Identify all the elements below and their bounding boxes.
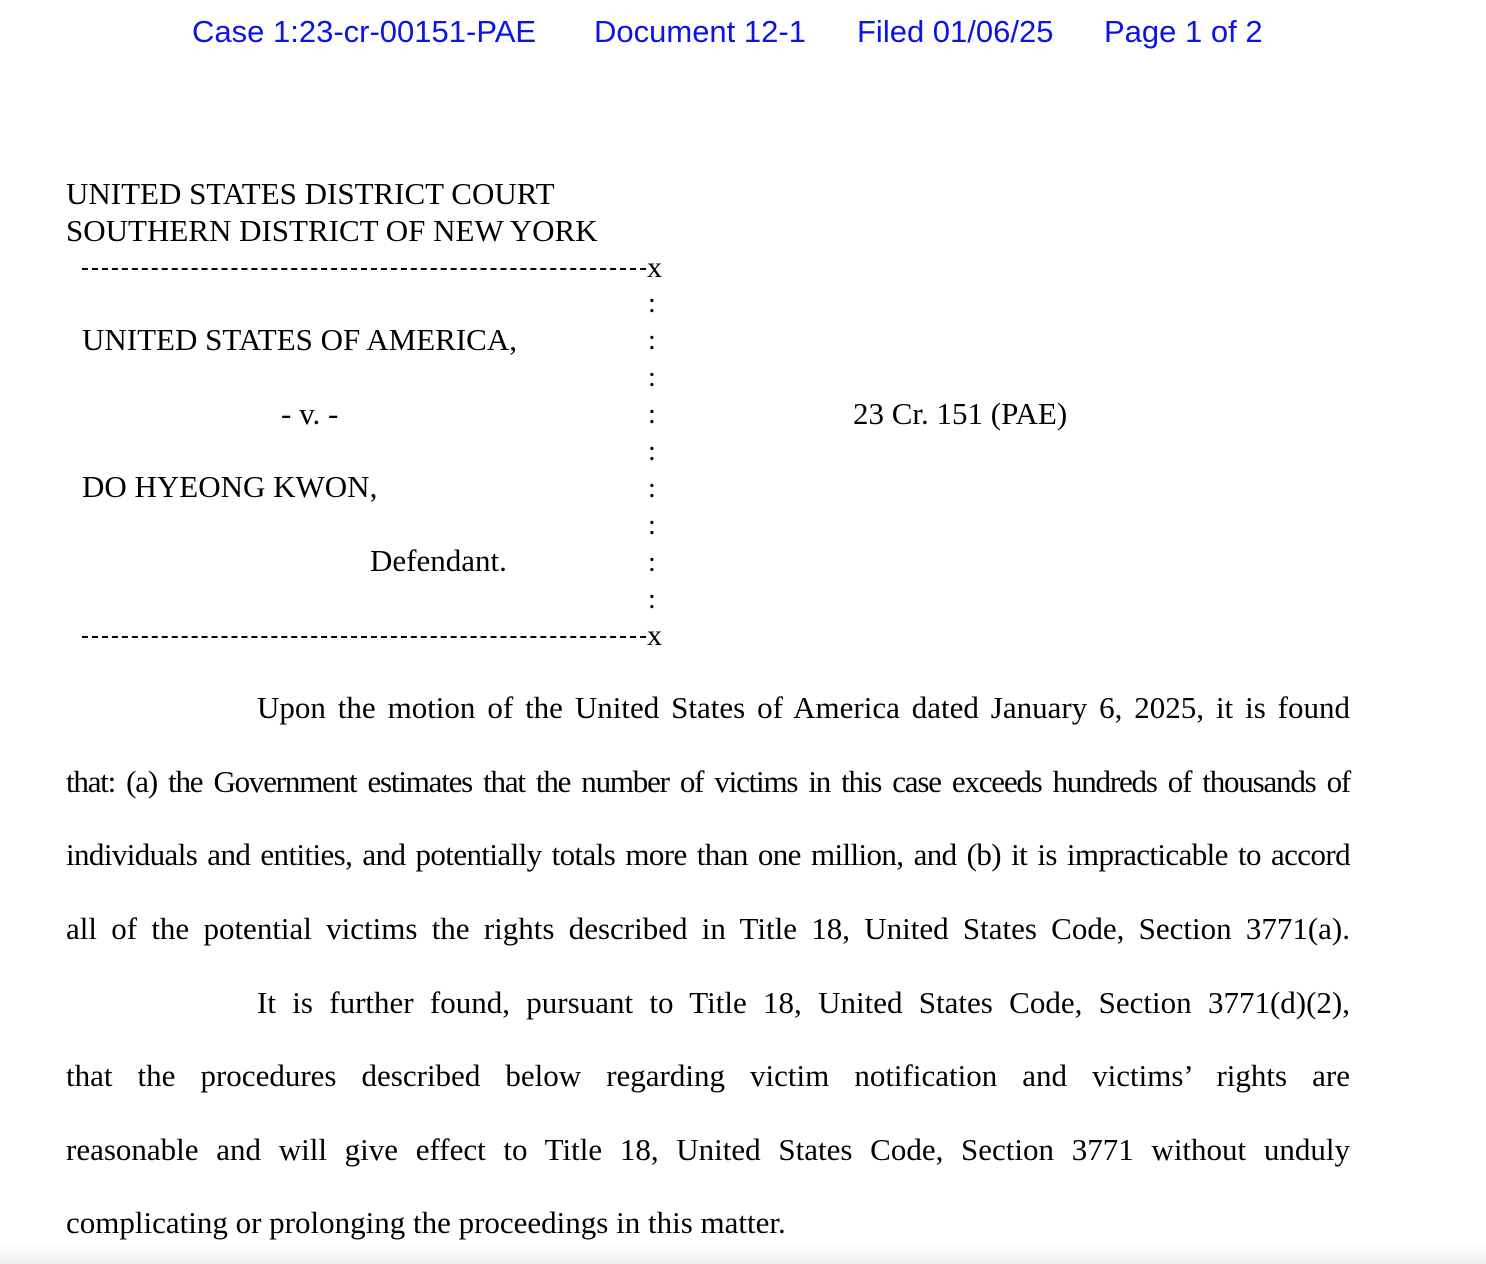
court-name-line-1: UNITED STATES DISTRICT COURT bbox=[66, 176, 555, 211]
caption-colon: : bbox=[648, 584, 656, 615]
paragraph-line: reasonable and will give effect to Title 18, United States Code, Section 3771 without unduly bbox=[66, 1132, 1350, 1167]
caption-bottom-dashed-rule bbox=[82, 636, 646, 638]
ecf-document-number: Document 12-1 bbox=[594, 14, 806, 49]
ecf-case-number: Case 1:23-cr-00151-PAE bbox=[192, 14, 537, 49]
caption-colon: : bbox=[648, 510, 656, 541]
caption-bottom-x-mark: x bbox=[647, 619, 662, 652]
caption-top-dashed-rule bbox=[82, 268, 646, 270]
ecf-filed-date: Filed 01/06/25 bbox=[857, 14, 1054, 49]
caption-colon: : bbox=[648, 473, 656, 504]
paragraph-line: Upon the motion of the United States of America dated January 6, 2025, it is found bbox=[257, 690, 1350, 725]
versus-label: - v. - bbox=[281, 396, 339, 431]
paragraph-line: complicating or prolonging the proceedings in this matter. bbox=[66, 1205, 786, 1240]
caption-colon: : bbox=[648, 436, 656, 467]
ecf-page-count: Page 1 of 2 bbox=[1104, 14, 1263, 49]
defendant-name: DO HYEONG KWON, bbox=[82, 469, 378, 504]
caption-colon: : bbox=[648, 362, 656, 393]
caption-colon: : bbox=[648, 399, 656, 430]
caption-colon: : bbox=[648, 288, 656, 319]
page-bottom-edge bbox=[0, 1244, 1486, 1264]
court-name-line-2: SOUTHERN DISTRICT OF NEW YORK bbox=[66, 213, 598, 248]
caption-top-x-mark: x bbox=[647, 251, 662, 284]
paragraph-line: It is further found, pursuant to Title 18, United States Code, Section 3771(d)(2), bbox=[257, 985, 1350, 1020]
case-number: 23 Cr. 151 (PAE) bbox=[853, 396, 1068, 431]
paragraph-line: that: (a) the Government estimates that the number of victims in this case exceeds hundreds of thousands of bbox=[66, 764, 1350, 799]
paragraph-line: all of the potential victims the rights described in Title 18, United States Code, Section 3771(a). bbox=[66, 911, 1350, 946]
plaintiff-name: UNITED STATES OF AMERICA, bbox=[82, 322, 517, 357]
paragraph-line: that the procedures described below regarding victim notification and victims’ rights are bbox=[66, 1058, 1350, 1093]
defendant-label: Defendant. bbox=[370, 543, 507, 578]
caption-colon: : bbox=[648, 325, 656, 356]
caption-colon: : bbox=[648, 547, 656, 578]
paragraph-line: individuals and entities, and potentially totals more than one million, and (b) it is impracticable to accord bbox=[66, 837, 1350, 872]
